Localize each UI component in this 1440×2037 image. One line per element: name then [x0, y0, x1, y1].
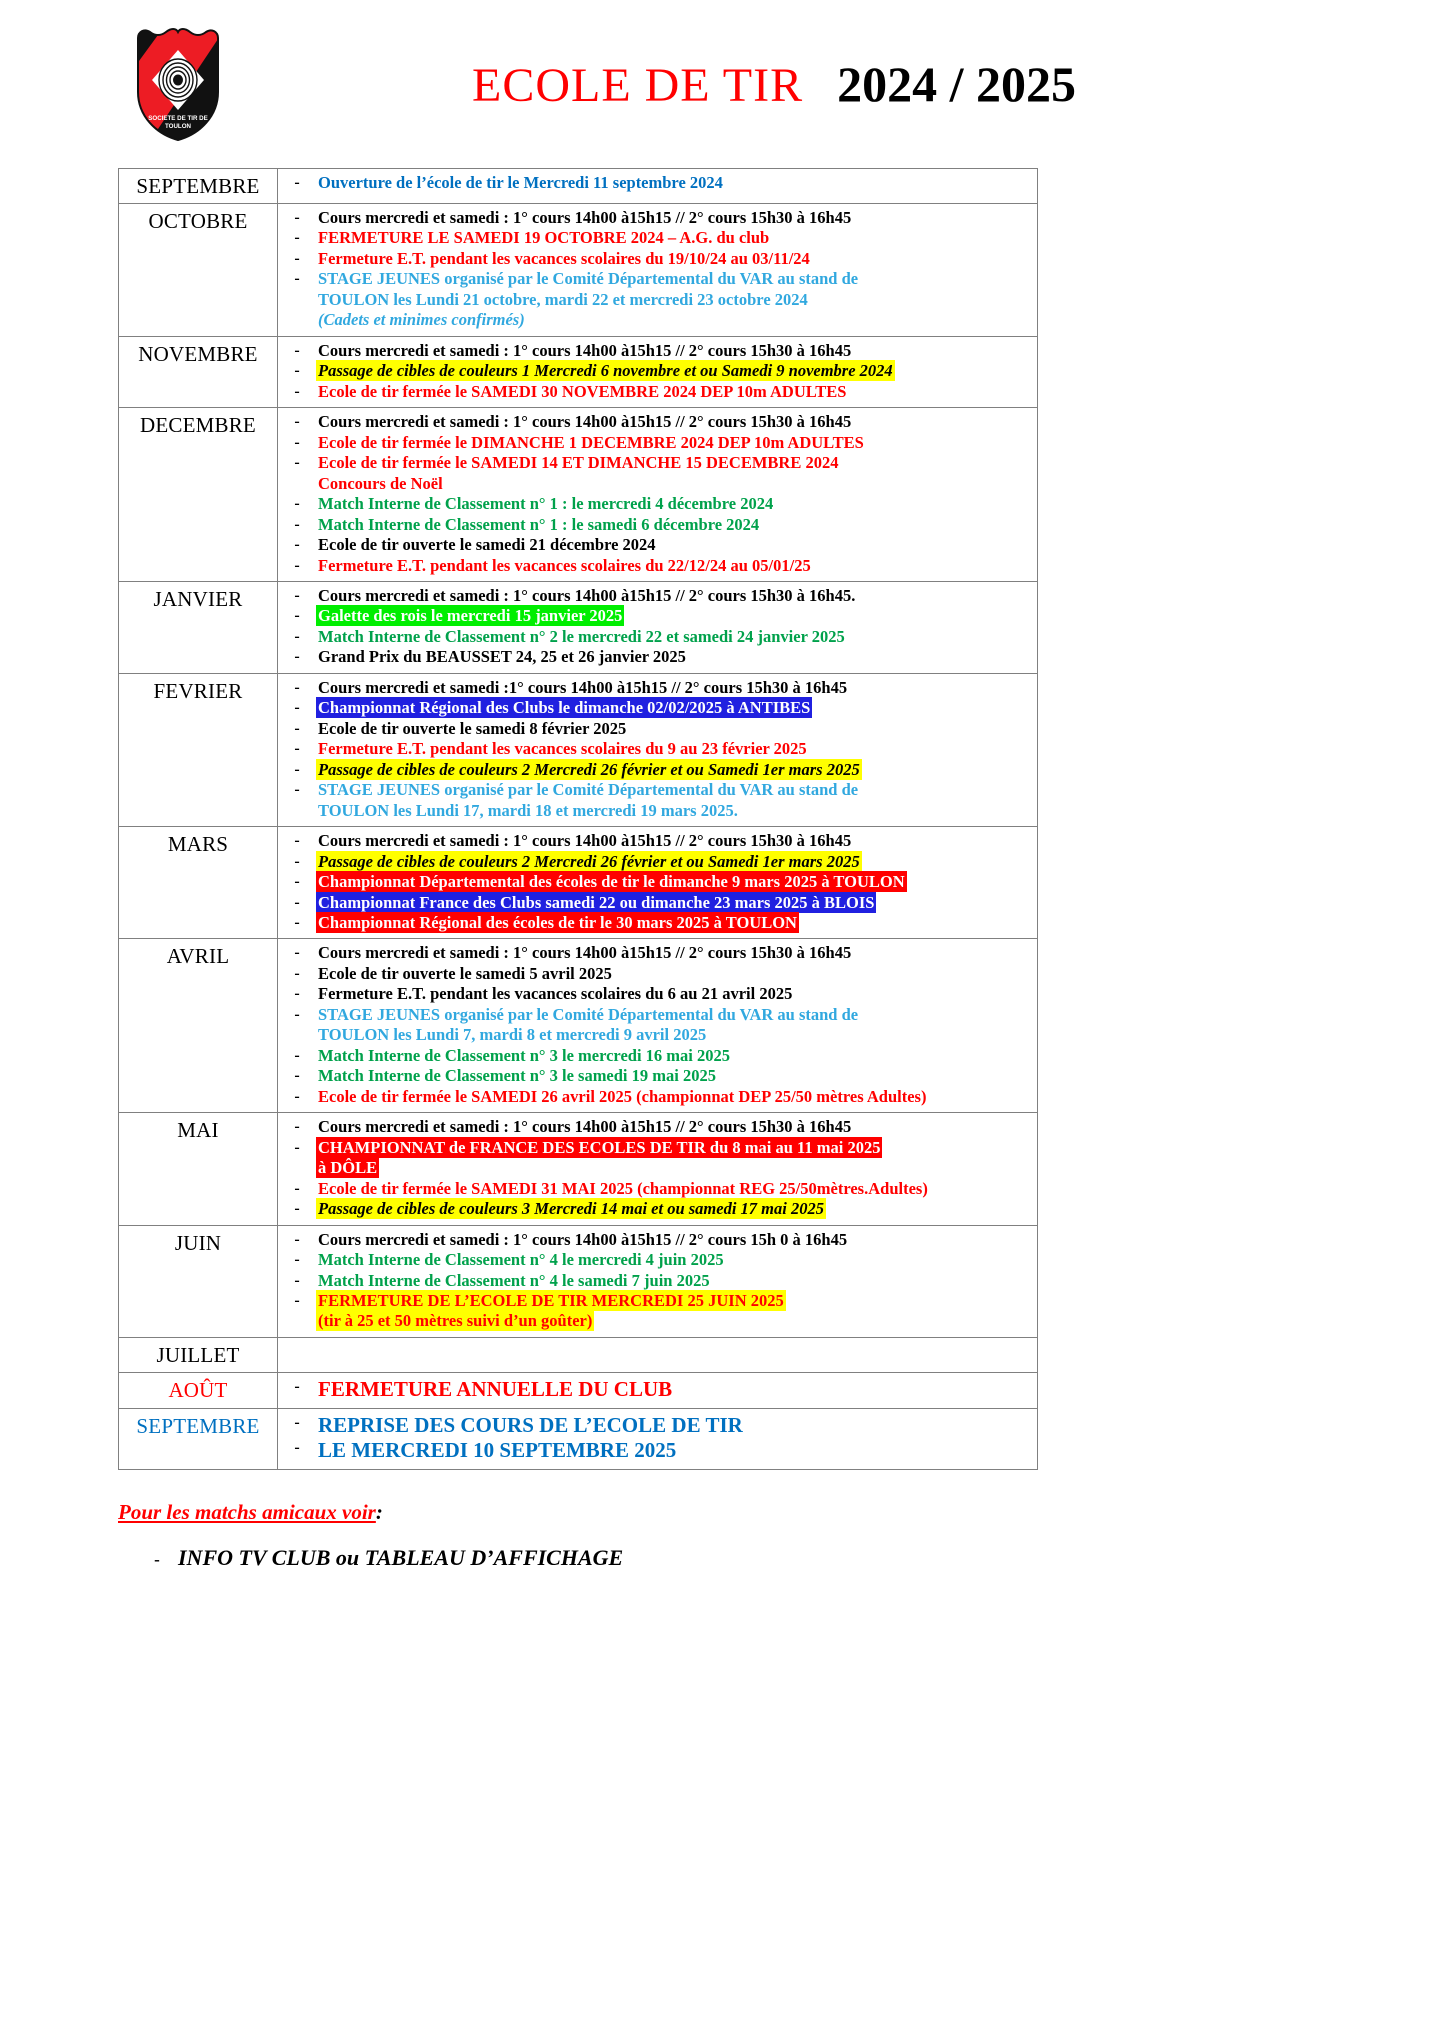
plain-text: Cours mercredi et samedi : 1° cours 14h00 à15h15 // 2° cours 15h30 à 16h45: [318, 1117, 852, 1137]
calendar-body: [119, 169, 1038, 1470]
footer-title-colon: :: [375, 1500, 383, 1525]
event-bullet-dash: -: [294, 1179, 300, 1197]
event-line: [278, 739, 1033, 759]
event-text: [316, 606, 1033, 626]
event-bullet-dash: -: [294, 719, 300, 737]
event-line: [278, 893, 1033, 913]
event-text: [316, 310, 1033, 330]
month-label: MAI: [119, 1113, 278, 1225]
event-text: [316, 1342, 1033, 1362]
event-text: [316, 627, 1033, 647]
page-title: ECOLE DE TIR: [472, 59, 804, 112]
event-text: [316, 494, 1033, 514]
table-row: [119, 408, 1038, 582]
footer-dash: -: [154, 1550, 160, 1570]
event-line: [278, 494, 1033, 514]
plain-text: STAGE JEUNES organisé par le Comité Départemental du VAR au stand de: [318, 1004, 859, 1024]
plain-text: Ouverture de l’école de tir le Mercredi 11 septembre 2024: [318, 173, 723, 192]
event-bullet-dash: -: [294, 1439, 300, 1457]
event-text: [316, 1025, 1033, 1045]
footer-note-row: [118, 1545, 1440, 1571]
highlighted-text: CHAMPIONNAT de FRANCE DES ECOLES DE TIR du 8 mai au 11 mai 2025: [318, 1137, 881, 1157]
highlighted-text: Championnat Régional des Clubs le dimanche 02/02/2025 à ANTIBES: [318, 698, 811, 718]
event-bullet-dash: -: [294, 341, 300, 359]
footer-section: [0, 1500, 1440, 1571]
logo-text-line1: SOCIETE DE TIR DE: [148, 115, 208, 122]
event-line: [278, 801, 1033, 821]
event-bullet-dash: -: [294, 249, 300, 267]
event-bullet-dash: -: [294, 1291, 300, 1309]
event-line: [278, 1117, 1033, 1137]
event-line: [278, 228, 1033, 248]
event-text: [316, 290, 1033, 310]
plain-text: Cours mercredi et samedi : 1° cours 14h00 à15h15 // 2° cours 15h30 à 16h45: [318, 340, 852, 360]
plain-text: Match Interne de Classement n° 2 le mercredi 22 et samedi 24 janvier 2025: [318, 626, 845, 646]
plain-text: FERMETURE ANNUELLE DU CLUB: [318, 1376, 673, 1401]
table-row: [119, 169, 1038, 204]
event-text: [316, 535, 1033, 555]
event-line: [278, 780, 1033, 800]
event-text: [316, 913, 1033, 933]
event-line: [278, 913, 1033, 933]
plain-text: Match Interne de Classement n° 4 le mercredi 4 juin 2025: [318, 1250, 724, 1270]
event-text: [316, 515, 1033, 535]
event-text: [316, 341, 1033, 361]
highlighted-text: Passage de cibles de couleurs 2 Mercredi 26 février et ou Samedi 1er mars 2025: [318, 851, 860, 871]
event-text: [316, 698, 1033, 718]
event-bullet-dash: -: [294, 536, 300, 554]
event-line: [278, 627, 1033, 647]
event-text: [316, 1179, 1033, 1199]
event-line: [278, 831, 1033, 851]
month-events: [278, 827, 1038, 939]
event-bullet-dash: -: [294, 1118, 300, 1136]
month-label: AOÛT: [119, 1372, 278, 1408]
plain-text: Cours mercredi et samedi : 1° cours 14h00 à15h15 // 2° cours 15h30 à 16h45: [318, 831, 852, 851]
event-line: [278, 984, 1033, 1004]
event-bullet-dash: -: [294, 433, 300, 451]
event-text: [316, 1066, 1033, 1086]
highlighted-text: à DÔLE: [318, 1158, 378, 1178]
plain-text: Ecole de tir fermée le SAMEDI 30 NOVEMBRE 2024 DEP 10m ADULTES: [318, 381, 847, 401]
month-label: SEPTEMBRE: [119, 1408, 278, 1470]
event-line: [278, 698, 1033, 718]
event-line: [278, 1291, 1033, 1311]
event-line: [278, 173, 1033, 193]
highlighted-text: Championnat Régional des écoles de tir le 30 mars 2025 à TOULON: [318, 913, 797, 932]
plain-text: Match Interne de Classement n° 3 le mercredi 16 mai 2025: [318, 1045, 731, 1065]
event-bullet-dash: -: [294, 944, 300, 962]
event-text: [316, 412, 1033, 432]
table-row: [119, 1113, 1038, 1225]
event-text: [316, 249, 1033, 269]
event-line: [278, 269, 1033, 289]
event-bullet-dash: -: [294, 852, 300, 870]
event-line: [278, 606, 1033, 626]
event-line: [278, 1066, 1033, 1086]
plain-text: Cours mercredi et samedi : 1° cours 14h00 à15h15 // 2° cours 15h30 à 16h45: [318, 208, 852, 227]
event-text: [316, 382, 1033, 402]
event-line: [278, 382, 1033, 402]
event-bullet-dash: -: [294, 985, 300, 1003]
event-line: [278, 647, 1033, 667]
event-bullet-dash: -: [294, 1271, 300, 1289]
highlighted-text: FERMETURE DE L’ECOLE DE TIR MERCREDI 25 JUIN 2025: [318, 1290, 784, 1310]
plain-text: Match Interne de Classement n° 1 : le mercredi 4 décembre 2024: [318, 494, 774, 514]
event-line: [278, 412, 1033, 432]
event-bullet-dash: -: [294, 229, 300, 247]
highlighted-text: Passage de cibles de couleurs 1 Mercredi 6 novembre et ou Samedi 9 novembre 2024: [318, 361, 893, 381]
event-line: [278, 1138, 1033, 1158]
event-line: [278, 433, 1033, 453]
event-text: [316, 1046, 1033, 1066]
highlighted-text: (tir à 25 et 50 mètres suivi d’un goûter): [318, 1311, 593, 1331]
event-text: [316, 1199, 1033, 1219]
month-label: JUIN: [119, 1225, 278, 1337]
event-bullet-dash: -: [294, 964, 300, 982]
event-bullet-dash: -: [294, 1413, 300, 1431]
logo-text-line2: TOULON: [164, 123, 192, 130]
plain-text: Fermeture E.T. pendant les vacances scolaires du 6 au 21 avril 2025: [318, 984, 793, 1004]
event-line: [278, 1438, 1033, 1464]
highlighted-text: Passage de cibles de couleurs 3 Mercredi 14 mai et ou samedi 17 mai 2025: [318, 1199, 824, 1219]
event-bullet-dash: -: [294, 270, 300, 288]
event-text: [316, 269, 1033, 289]
plain-text: Ecole de tir fermée le DIMANCHE 1 DECEMBRE 2024 DEP 10m ADULTES: [318, 432, 864, 452]
event-bullet-dash: -: [294, 740, 300, 758]
event-text: [316, 1138, 1033, 1158]
table-row: [119, 1372, 1038, 1408]
month-label: JUILLET: [119, 1337, 278, 1372]
month-label: DECEMBRE: [119, 408, 278, 582]
event-bullet-dash: -: [294, 1138, 300, 1156]
event-bullet-dash: -: [294, 362, 300, 380]
event-text: [316, 453, 1033, 473]
event-text: [316, 1413, 1033, 1439]
event-bullet-dash: -: [294, 174, 300, 191]
plain-text: Match Interne de Classement n° 3 le samedi 19 mai 2025: [318, 1066, 716, 1086]
event-line: [278, 964, 1033, 984]
event-line: [278, 1046, 1033, 1066]
event-text: [316, 647, 1033, 667]
highlighted-text: Championnat France des Clubs samedi 22 ou dimanche 23 mars 2025 à BLOIS: [318, 892, 875, 912]
event-text: [316, 1117, 1033, 1137]
event-line: [278, 1158, 1033, 1178]
plain-text: TOULON les Lundi 17, mardi 18 et mercredi 19 mars 2025.: [318, 800, 738, 820]
event-text: [316, 1087, 1033, 1107]
plain-text: Cours mercredi et samedi : 1° cours 14h00 à15h15 // 2° cours 15h30 à 16h45: [318, 943, 852, 963]
table-row: [119, 204, 1038, 337]
event-line: [278, 1087, 1033, 1107]
plain-text: LE MERCREDI 10 SEPTEMBRE 2025: [318, 1438, 677, 1463]
month-events: [278, 336, 1038, 407]
event-line: [278, 341, 1033, 361]
table-row: [119, 939, 1038, 1113]
event-text: [316, 872, 1033, 892]
plain-text: Concours de Noël: [318, 473, 443, 493]
month-events: [278, 1225, 1038, 1337]
plain-text: Cours mercredi et samedi : 1° cours 14h00 à15h15 // 2° cours 15h30 à 16h45.: [318, 585, 856, 605]
event-bullet-dash: -: [294, 648, 300, 666]
plain-text: TOULON les Lundi 21 octobre, mardi 22 et mercredi 23 octobre 2024: [318, 289, 808, 309]
plain-text: Ecole de tir ouverte le samedi 8 février 2025: [318, 718, 627, 738]
event-bullet-dash: -: [294, 1046, 300, 1064]
event-bullet-dash: -: [294, 1230, 300, 1248]
event-text: [316, 719, 1033, 739]
plain-text: Match Interne de Classement n° 4 le samedi 7 juin 2025: [318, 1270, 710, 1290]
plain-text: Ecole de tir ouverte le samedi 5 avril 2025: [318, 963, 612, 983]
plain-text: Fermeture E.T. pendant les vacances scolaires du 9 au 23 février 2025: [318, 739, 807, 759]
event-text: [316, 173, 1033, 193]
event-bullet-dash: -: [294, 1087, 300, 1105]
month-events: [278, 1113, 1038, 1225]
event-line: [278, 1179, 1033, 1199]
event-text: [316, 1438, 1033, 1464]
month-events: [278, 581, 1038, 673]
highlighted-text: Passage de cibles de couleurs 2 Mercredi 26 février et ou Samedi 1er mars 2025: [318, 759, 860, 779]
calendar-table: [118, 168, 1038, 1470]
event-line: [278, 1025, 1033, 1045]
event-text: [316, 586, 1033, 606]
table-row: [119, 827, 1038, 939]
month-label: MARS: [119, 827, 278, 939]
event-line: [278, 872, 1033, 892]
event-text: [316, 943, 1033, 963]
footer-note: INFO TV CLUB ou TABLEAU D’AFFICHAGE: [178, 1545, 624, 1571]
event-line: [278, 1377, 1033, 1403]
event-text: [316, 1158, 1033, 1178]
month-label: FEVRIER: [119, 673, 278, 826]
plain-text: STAGE JEUNES organisé par le Comité Départemental du VAR au stand de: [318, 780, 859, 800]
table-row: [119, 673, 1038, 826]
table-row: [119, 1225, 1038, 1337]
event-line: [278, 556, 1033, 576]
event-bullet-dash: -: [294, 556, 300, 574]
event-text: [316, 1271, 1033, 1291]
month-events: [278, 939, 1038, 1113]
table-row: [119, 336, 1038, 407]
event-text: [316, 739, 1033, 759]
event-line-empty: [278, 1342, 1033, 1362]
event-line: [278, 361, 1033, 381]
event-bullet-dash: -: [294, 1200, 300, 1218]
event-text: [316, 361, 1033, 381]
plain-text: Ecole de tir ouverte le samedi 21 décembre 2024: [318, 535, 656, 555]
event-bullet-dash: -: [294, 515, 300, 533]
shield-icon: [128, 24, 228, 144]
plain-text: Cours mercredi et samedi :1° cours 14h00 à15h15 // 2° cours 15h30 à 16h45: [318, 677, 848, 697]
event-bullet-dash: -: [294, 893, 300, 911]
event-line: [278, 1271, 1033, 1291]
event-text: [316, 1005, 1033, 1025]
table-row: [119, 1408, 1038, 1470]
table-row: [119, 581, 1038, 673]
event-bullet-dash: -: [294, 678, 300, 696]
month-events: [278, 408, 1038, 582]
month-events: [278, 1337, 1038, 1372]
event-text: [316, 228, 1033, 248]
event-text: [316, 1250, 1033, 1270]
event-text: [316, 893, 1033, 913]
event-text: [316, 831, 1033, 851]
event-line: [278, 310, 1033, 330]
month-events: [278, 1372, 1038, 1408]
event-line: [278, 852, 1033, 872]
event-bullet-dash: -: [294, 832, 300, 850]
event-bullet-dash: -: [294, 454, 300, 472]
event-line: [278, 943, 1033, 963]
event-text: [316, 433, 1033, 453]
event-line: [278, 249, 1033, 269]
event-bullet-dash: -: [294, 586, 300, 604]
month-label: JANVIER: [119, 581, 278, 673]
event-line: [278, 1311, 1033, 1331]
month-events: [278, 204, 1038, 337]
highlighted-text: Championnat Départemental des écoles de tir le dimanche 9 mars 2025 à TOULON: [318, 872, 905, 892]
event-line: [278, 1199, 1033, 1219]
event-text: [316, 964, 1033, 984]
plain-text: Ecole de tir fermée le SAMEDI 14 ET DIMANCHE 15 DECEMBRE 2024: [318, 453, 839, 473]
month-events: [278, 169, 1038, 204]
event-text: [316, 1291, 1033, 1311]
event-bullet-dash: -: [294, 914, 300, 931]
event-bullet-dash: -: [294, 413, 300, 431]
event-text: [316, 760, 1033, 780]
event-bullet-dash: -: [294, 209, 300, 226]
plain-text: Cours mercredi et samedi : 1° cours 14h00 à15h15 // 2° cours 15h30 à 16h45: [318, 412, 852, 432]
plain-text: Match Interne de Classement n° 1 : le samedi 6 décembre 2024: [318, 514, 760, 534]
event-line: [278, 760, 1033, 780]
event-text: [316, 1311, 1033, 1331]
event-bullet-dash: -: [294, 873, 300, 891]
month-events: [278, 1408, 1038, 1470]
event-line: [278, 1005, 1033, 1025]
event-text: [316, 984, 1033, 1004]
highlighted-text: Galette des rois le mercredi 15 janvier 2025: [318, 606, 623, 626]
plain-text: REPRISE DES COURS DE L’ECOLE DE TIR: [318, 1412, 743, 1437]
event-bullet-dash: -: [294, 1067, 300, 1085]
event-line: [278, 535, 1033, 555]
plain-text: Ecole de tir fermée le SAMEDI 31 MAI 2025 (championnat REG 25/50mètres.Adultes): [318, 1178, 928, 1198]
month-label: OCTOBRE: [119, 204, 278, 337]
event-line: [278, 290, 1033, 310]
event-bullet-dash: -: [294, 1251, 300, 1269]
event-text: [316, 678, 1033, 698]
event-bullet-dash: -: [294, 607, 300, 625]
event-line: [278, 208, 1033, 228]
event-bullet-dash: -: [294, 760, 300, 778]
plain-text: Ecole de tir fermée le SAMEDI 26 avril 2025 (championnat DEP 25/50 mètres Adultes): [318, 1086, 927, 1106]
header-title-group: [228, 55, 1440, 113]
club-shield-logo: [128, 24, 228, 144]
event-text: [316, 780, 1033, 800]
plain-text: (Cadets et minimes confirmés): [318, 310, 525, 330]
event-bullet-dash: -: [294, 1377, 300, 1395]
event-bullet-dash: -: [294, 1005, 300, 1023]
event-bullet-dash: -: [294, 781, 300, 799]
table-row: [119, 1337, 1038, 1372]
event-bullet-dash: -: [294, 495, 300, 513]
event-line: [278, 453, 1033, 473]
event-line: [278, 586, 1033, 606]
event-text: [316, 801, 1033, 821]
month-label: AVRIL: [119, 939, 278, 1113]
document-header: [0, 0, 1440, 140]
event-line: [278, 1413, 1033, 1439]
event-line: [278, 515, 1033, 535]
month-label: NOVEMBRE: [119, 336, 278, 407]
event-text: [316, 208, 1033, 228]
event-line: [278, 474, 1033, 494]
event-text: [316, 1230, 1033, 1250]
footer-title: [118, 1500, 1440, 1525]
month-events: [278, 673, 1038, 826]
plain-text: Grand Prix du BEAUSSET 24, 25 et 26 janvier 2025: [318, 647, 686, 667]
plain-text: Fermeture E.T. pendant les vacances scolaires du 19/10/24 au 03/11/24: [318, 248, 810, 268]
event-text: [316, 852, 1033, 872]
event-text: [316, 556, 1033, 576]
season-years: 2024 / 2025: [837, 56, 1076, 112]
plain-text: STAGE JEUNES organisé par le Comité Départemental du VAR au stand de: [318, 269, 859, 289]
event-line: [278, 1250, 1033, 1270]
footer-title-text: Pour les matchs amicaux voir: [118, 1500, 376, 1525]
plain-text: TOULON les Lundi 7, mardi 8 et mercredi 9 avril 2025: [318, 1025, 707, 1045]
event-line: [278, 719, 1033, 739]
event-text: [316, 474, 1033, 494]
plain-text: Cours mercredi et samedi : 1° cours 14h00 à15h15 // 2° cours 15h 0 à 16h45: [318, 1229, 848, 1249]
plain-text: FERMETURE LE SAMEDI 19 OCTOBRE 2024 – A.G. du club: [318, 228, 770, 248]
month-label: SEPTEMBRE: [119, 169, 278, 204]
event-bullet-dash: -: [294, 382, 300, 400]
event-bullet-dash: -: [294, 699, 300, 717]
plain-text: Fermeture E.T. pendant les vacances scolaires du 22/12/24 au 05/01/25: [318, 555, 811, 575]
event-line: [278, 1230, 1033, 1250]
event-line: [278, 678, 1033, 698]
event-bullet-dash: -: [294, 627, 300, 645]
event-text: [316, 1377, 1033, 1403]
